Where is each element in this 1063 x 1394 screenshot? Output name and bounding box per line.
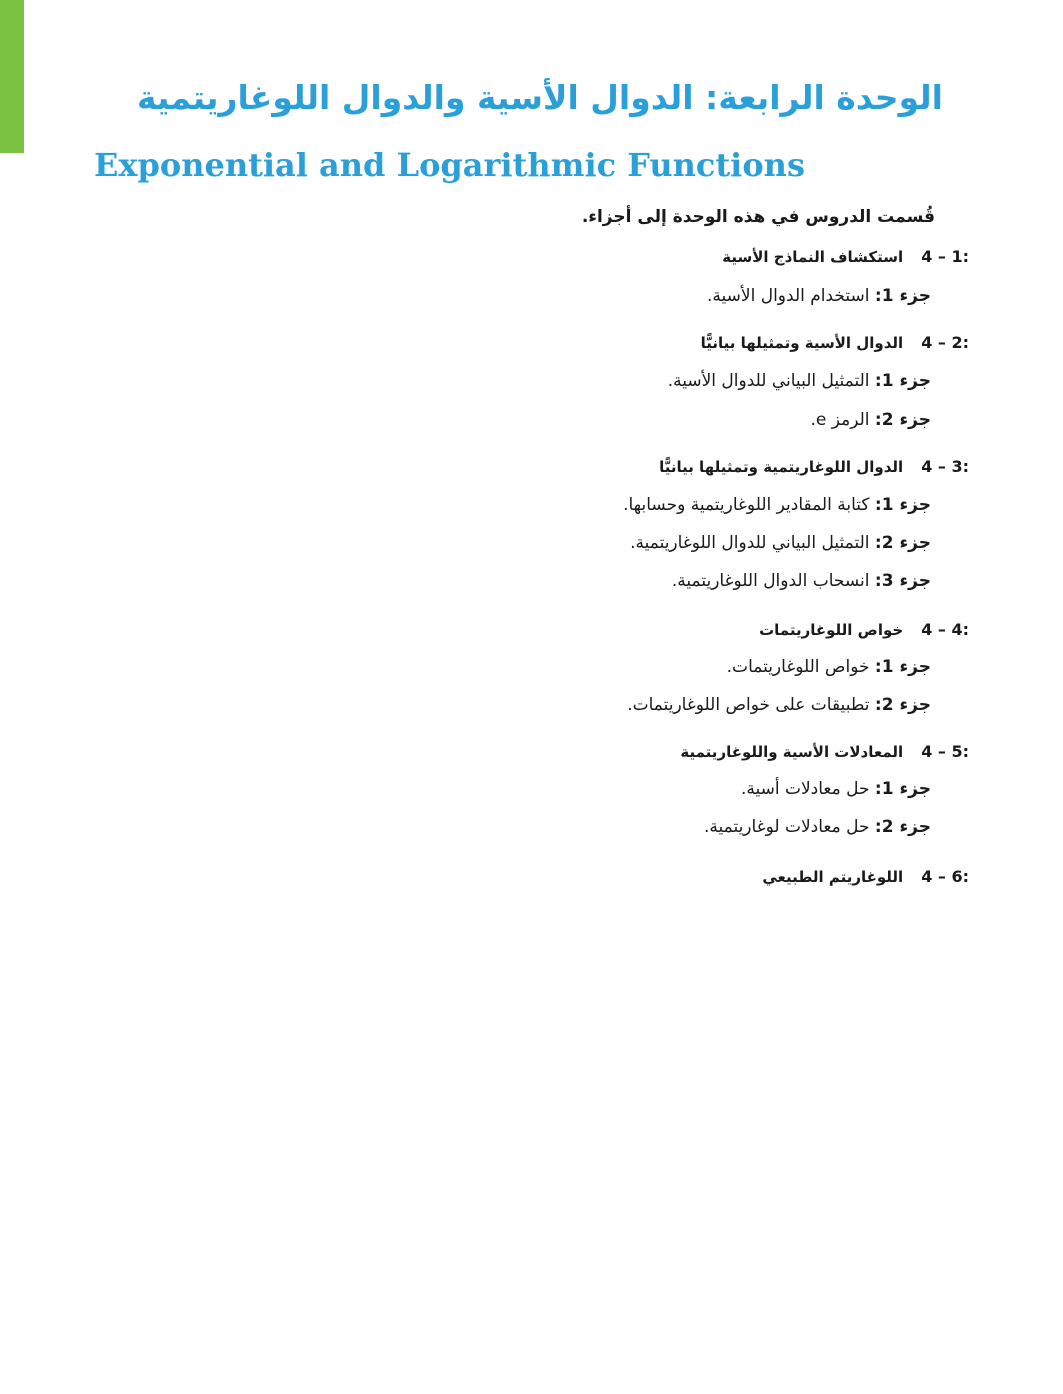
lesson-part [810, 410, 931, 430]
part-label: جزء 1: [874, 371, 931, 391]
lesson-part [704, 817, 931, 837]
lesson-title: استكشاف النماذج الأسية [722, 248, 904, 266]
part-text: حل معادلات أسية. [740, 779, 870, 799]
part-text: الرمز e. [810, 410, 870, 430]
part-text: كتابة المقادير اللوغاريتمية وحسابها. [623, 495, 870, 515]
lesson-code: 4 – 3: [921, 457, 969, 476]
part-label: جزء 1: [874, 495, 931, 515]
intro-text: قُسمت الدروس في هذه الوحدة إلى أجزاء. [581, 207, 935, 227]
lesson-part [668, 371, 931, 391]
lesson-part [627, 695, 931, 715]
lesson-title: الدوال الأسية وتمثيلها بيانيًّا [700, 334, 904, 352]
lesson-title: الدوال اللوغاريتمية وتمثيلها بيانيًّا [659, 458, 904, 476]
lesson-part [623, 495, 931, 515]
part-text: انسحاب الدوال اللوغاريتمية. [671, 571, 870, 591]
lesson-part [672, 571, 931, 591]
part-text: التمثيل البياني للدوال اللوغاريتمية. [630, 533, 870, 553]
part-text: تطبيقات على خواص اللوغاريتمات. [627, 695, 870, 715]
part-label: جزء 1: [874, 779, 931, 799]
lesson-title: المعادلات الأسية واللوغاريتمية [680, 743, 904, 761]
part-label: جزء 3: [874, 571, 931, 591]
lesson-heading [722, 247, 969, 266]
part-label: جزء 2: [874, 533, 931, 553]
part-label: جزء 1: [874, 286, 931, 306]
lesson-code: 4 – 6: [921, 867, 969, 886]
lesson-code: 4 – 1: [921, 247, 969, 266]
part-label: جزء 2: [874, 695, 931, 715]
green-edge-bar [0, 0, 24, 153]
lesson-heading [659, 457, 969, 476]
part-label: جزء 2: [874, 817, 931, 837]
lesson-heading [680, 742, 969, 761]
lesson-code: 4 – 2: [921, 333, 969, 352]
lesson-part [727, 657, 931, 677]
part-text: التمثيل البياني للدوال الأسية. [667, 371, 870, 391]
part-text: استخدام الدوال الأسية. [707, 286, 870, 306]
lesson-code: 4 – 4: [921, 620, 969, 639]
lesson-part [630, 533, 931, 553]
lesson-part [741, 779, 931, 799]
lesson-heading [759, 620, 969, 639]
lesson-heading [762, 867, 969, 886]
lesson-title: خواص اللوغاريتمات [759, 621, 904, 639]
unit-title-english: Exponential and Logarithmic Functions [94, 146, 805, 184]
lesson-heading [701, 333, 969, 352]
lesson-title: اللوغاريتم الطبيعي [762, 868, 904, 886]
part-text: خواص اللوغاريتمات. [726, 657, 870, 677]
part-text: حل معادلات لوغاريتمية. [703, 817, 870, 837]
part-label: جزء 2: [874, 410, 931, 430]
unit-title-arabic: الوحدة الرابعة: الدوال الأسية والدوال اللوغاريتمية [137, 78, 943, 117]
lesson-code: 4 – 5: [921, 742, 969, 761]
lesson-part [707, 286, 931, 306]
part-label: جزء 1: [874, 657, 931, 677]
